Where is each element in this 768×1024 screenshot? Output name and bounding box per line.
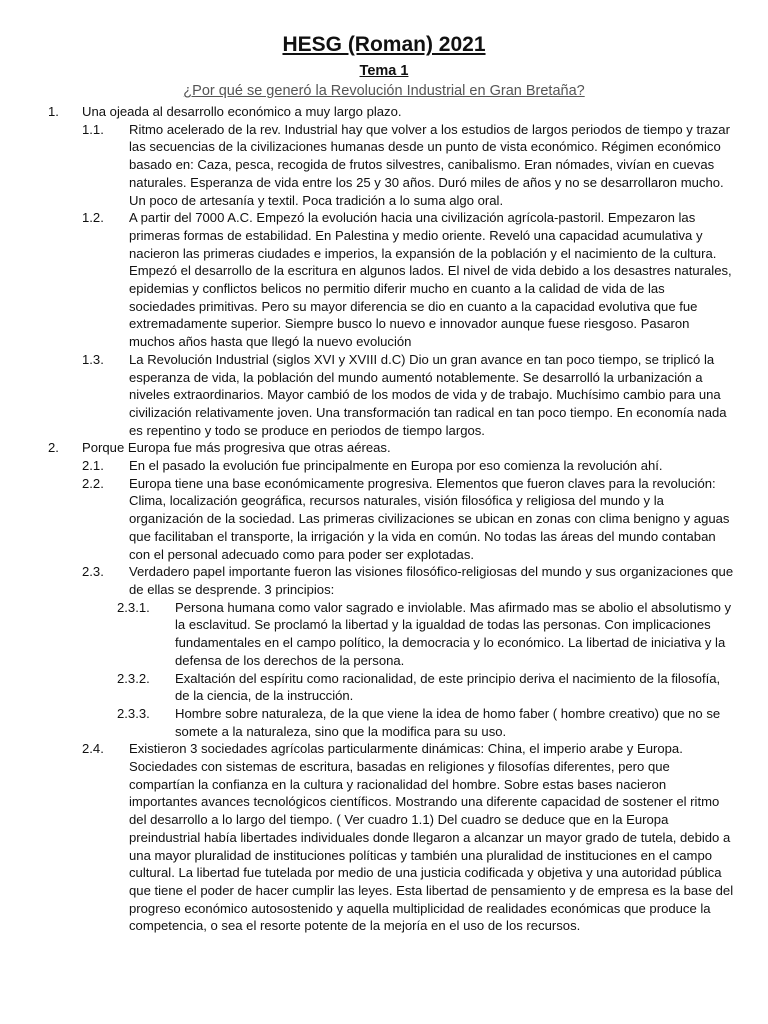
item-text: Existieron 3 sociedades agrícolas particularmente dinámicas: China, el imperio arabe y Europa. Sociedades con sistemas de escritura, basadas en religiones y filosofías diferentes, pero que compartían la confianza en la cultura y racionalidad del hombre. Sobre estas bases nacieron importantes avances tecnológicos científicos. Mostrando una diferente capacidad de sostener el ritmo del desarrollo a lo largo del tiempo. ( Ver cuadro 1.1) Del cuadro se deduce que en la Europa preindustrial había libertades individuales donde llegaron a alcanzar un mayor grado de tutela, debido a una mayor pluralidad de instituciones políticas y también una pluralidad de instituciones en el campo cultural. La libertad fue tutelada por medio de una justicia codificada y objetiva y una autoridad pública que tiene el poder de hacer cumplir las leyes. Esta libertad de pensamiento y de empresa es la base del progreso económico autosostenido y aquella multiplicidad de realidades económicas que produce la competencia, o sea el resorte potente de la mejoría en el uso de los recursos. [129, 741, 734, 934]
topic-heading: Tema 1 [359, 63, 409, 79]
outline-item [0, 705, 768, 740]
outline-item [0, 740, 768, 935]
item-text: Europa tiene una base económicamente progresiva. Elementos que fueron claves para la revolución: Clima, localización geográfica, recursos naturales, visión filosófica y religiosa del mundo y la organización de la sociedad. Las primeras civilizaciones se ubican en zonas con clima benigno y aguas que facilitaban el transporte, la irrigación y la vida en común. No todas las áreas del mundo contaban con el personal adecuado como para poder ser explotadas. [129, 475, 730, 562]
topic-question: ¿Por qué se generó la Revolución Industrial en Gran Bretaña? [183, 83, 585, 99]
item-number: 2.2. [82, 475, 104, 491]
item-text: En el pasado la evolución fue principalmente en Europa por eso comienza la revolución ahí. [129, 458, 663, 474]
document-title: HESG (Roman) 2021 [282, 33, 486, 56]
item-number: 1.3. [82, 351, 104, 367]
outline-item [0, 121, 768, 210]
item-text: Persona humana como valor sagrado e inviolable. Mas afirmado mas se abolio el absolutismo y la esclavitud. Se proclamó la libertad y la igualdad de todas las personas. Con implicaciones fundamentales en el campo político, la democracia y lo económico. La libertad de iniciativa y la defensa de los derechos de la persona. [175, 599, 732, 668]
item-number: 1. [48, 104, 59, 119]
item-text: Una ojeada al desarrollo económico a muy largo plazo. [82, 104, 402, 119]
outline-item [0, 475, 768, 564]
outline-item [0, 670, 768, 705]
outline-item [0, 563, 768, 598]
item-text: La Revolución Industrial (siglos XVI y XVIII d.C) Dio un gran avance en tan poco tiempo, se triplicó la esperanza de vida, la población del mundo aumentó notablemente. Se desarrolló la urbanización a niveles extraordinarios. Mayor cambió de los modos de vida y de trabajo. Muchísimo cambio para una civilización relativamente joven. Una transformación tan radical en tan poco tiempo. En economía nada es repentino y todo se produce en periodos de tiempo largos. [129, 351, 727, 438]
item-number: 2.1. [82, 458, 104, 474]
item-number: 2.3.2. [117, 670, 150, 686]
outline-item [0, 209, 768, 351]
outline-list [0, 103, 768, 935]
item-text: Hombre sobre naturaleza, de la que viene la idea de homo faber ( hombre creativo) que no se somete a la naturaleza, sino que la modifica para su uso. [175, 705, 721, 739]
item-text: Exaltación del espíritu como racionalidad, de este principio deriva el nacimiento de la filosofía, de la ciencia, de la instrucción. [175, 670, 721, 704]
item-number: 2.4. [82, 741, 104, 757]
item-number: 2. [48, 440, 59, 456]
item-number: 2.3.1. [117, 599, 150, 615]
item-text: Ritmo acelerado de la rev. Industrial hay que volver a los estudios de largos periodos de tiempo y trazar las secuencias de la civilizaciones humanas desde un punto de vista económico. Régimen económico basado en: Caza, pesca, recogida de frutos silvestres, canibalismo. Eran nómades, vivían en cuevas naturales. Esperanza de vida entre los 25 y 30 años. Duró miles de años y no se desarrollaron mucho. Un poco de artesanía y textil. Poca tradición a lo suma algo oral. [129, 121, 730, 208]
item-text: Porque Europa fue más progresiva que otras aéreas. [82, 440, 391, 456]
outline-item [0, 599, 768, 670]
item-number: 2.3.3. [117, 705, 150, 721]
outline-item [0, 457, 768, 475]
item-text: Verdadero papel importante fueron las visiones filosófico-religiosas del mundo y sus organizaciones que de ellas se desprende. 3 principios: [129, 564, 734, 597]
item-number: 2.3. [82, 564, 104, 580]
item-number: 1.1. [82, 121, 104, 137]
outline-item [0, 351, 768, 440]
outline-item [0, 103, 768, 121]
item-text: A partir del 7000 A.C. Empezó la evolución hacia una civilización agrícola-pastoril. Empezaron las primeras formas de estabilidad. En Palestina y medio oriente. Reveló una capacidad acumulativa y nacieron las primeras ciudades e imperios, la expansión de la población y el nacimiento de la cultura. Empezó el desarrollo de la escritura en algunos lados. El nivel de vida debido a los desastres naturales, epidemias y conflictos belicos no permitio diferir mucho en cuanto a la calidad de vida de las sociedades primitivas. Pero su mayor diferencia se dio en cuanto a la capacidad evolutiva que fue extremadamente superior. Siempre busco lo nuevo e innovador aunque fuese riesgoso. Pasaron muchos años hasta que llegó la nuevo evolución [129, 210, 732, 350]
outline-item [0, 439, 768, 457]
item-number: 1.2. [82, 210, 104, 226]
